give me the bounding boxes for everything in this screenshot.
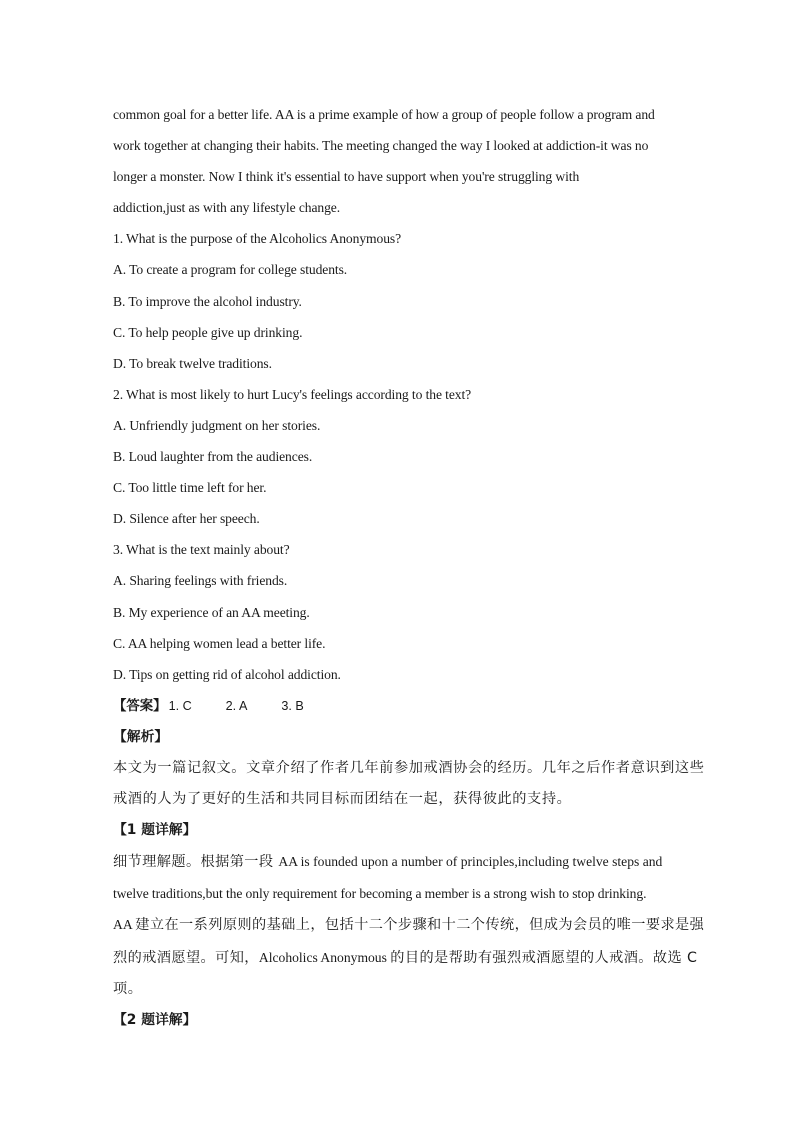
question-option: C. AA helping women lead a better life. — [113, 635, 326, 651]
detail-1-label: 【1 题详解】 — [113, 822, 197, 839]
answer-item: 2. A — [225, 698, 248, 713]
analysis-summary-line: 戒酒的人为了更好的生活和共同目标而团结在一起，获得彼此的支持。 — [113, 791, 572, 808]
question-option: C. To help people give up drinking. — [113, 324, 303, 340]
question-option: D. To break twelve traditions. — [113, 355, 272, 371]
passage-line: common goal for a better life. AA is a prime example of how a group of people follow a program and — [113, 107, 655, 122]
passage-line: work together at changing their habits. The meeting changed the way I looked at addiction-it was no — [113, 138, 649, 154]
question-option: B. My experience of an AA meeting. — [113, 604, 310, 620]
detail-1-line — [113, 942, 698, 974]
question-stem: 2. What is most likely to hurt Lucy's feelings according to the text? — [113, 386, 472, 402]
question-option: B. To improve the alcohol industry. — [113, 293, 302, 309]
passage-line: longer a monster. Now I think it's essential to have support when you're struggling with — [113, 169, 580, 185]
detail-1-cn-text: 烈的戒酒愿望。可知， — [113, 949, 259, 966]
answer-item: 3. B — [281, 698, 304, 713]
question-option: B. Loud laughter from the audiences. — [113, 449, 313, 465]
detail-1-line: 项。 — [113, 980, 143, 997]
passage-line: addiction,just as with any lifestyle change. — [113, 200, 341, 216]
analysis-summary-line: 本文为一篇记叙文。文章介绍了作者几年前参加戒酒协会的经历。几年之后作者意识到这些 — [113, 759, 705, 776]
analysis-label: 【解析】 — [113, 728, 169, 745]
answer-item: 1. C — [168, 698, 192, 713]
question-option: A. Unfriendly judgment on her stories. — [113, 417, 321, 433]
question-option: D. Silence after her speech. — [113, 511, 260, 527]
detail-1-line — [113, 909, 705, 941]
answer-label: 【答案】 — [113, 698, 167, 714]
detail-2-label: 【2 题详解】 — [113, 1011, 197, 1028]
question-option: A. To create a program for college students. — [113, 262, 348, 278]
detail-1-line: twelve traditions,but the only requirement for becoming a member is a strong wish to stop drinking. — [113, 886, 647, 902]
answer-row — [113, 690, 685, 722]
question-option: A. Sharing feelings with friends. — [113, 573, 288, 589]
question-option: D. Tips on getting rid of alcohol addiction. — [113, 666, 341, 682]
detail-1-line — [113, 846, 685, 878]
question-option: C. Too little time left for her. — [113, 480, 267, 496]
detail-1-cn-text: 建立在一系列原则的基础上，包括十二个步骤和十二个传统，但成为会员的唯一要求是强 — [135, 917, 705, 934]
detail-1-en-text: AA — [113, 917, 136, 933]
detail-1-en-text: AA is founded upon a number of principles,including twelve steps and — [278, 854, 663, 870]
detail-1-cn-text: 细节理解题。根据第一段 — [113, 854, 279, 871]
detail-1-cn-text: 的目的是帮助有强烈戒酒愿望的人戒酒。故选 C — [390, 949, 698, 966]
question-stem: 3. What is the text mainly about? — [113, 542, 290, 558]
document-page — [113, 99, 705, 1036]
detail-1-en-text: Alcoholics Anonymous — [258, 949, 391, 965]
question-stem: 1. What is the purpose of the Alcoholics Anonymous? — [113, 231, 402, 247]
